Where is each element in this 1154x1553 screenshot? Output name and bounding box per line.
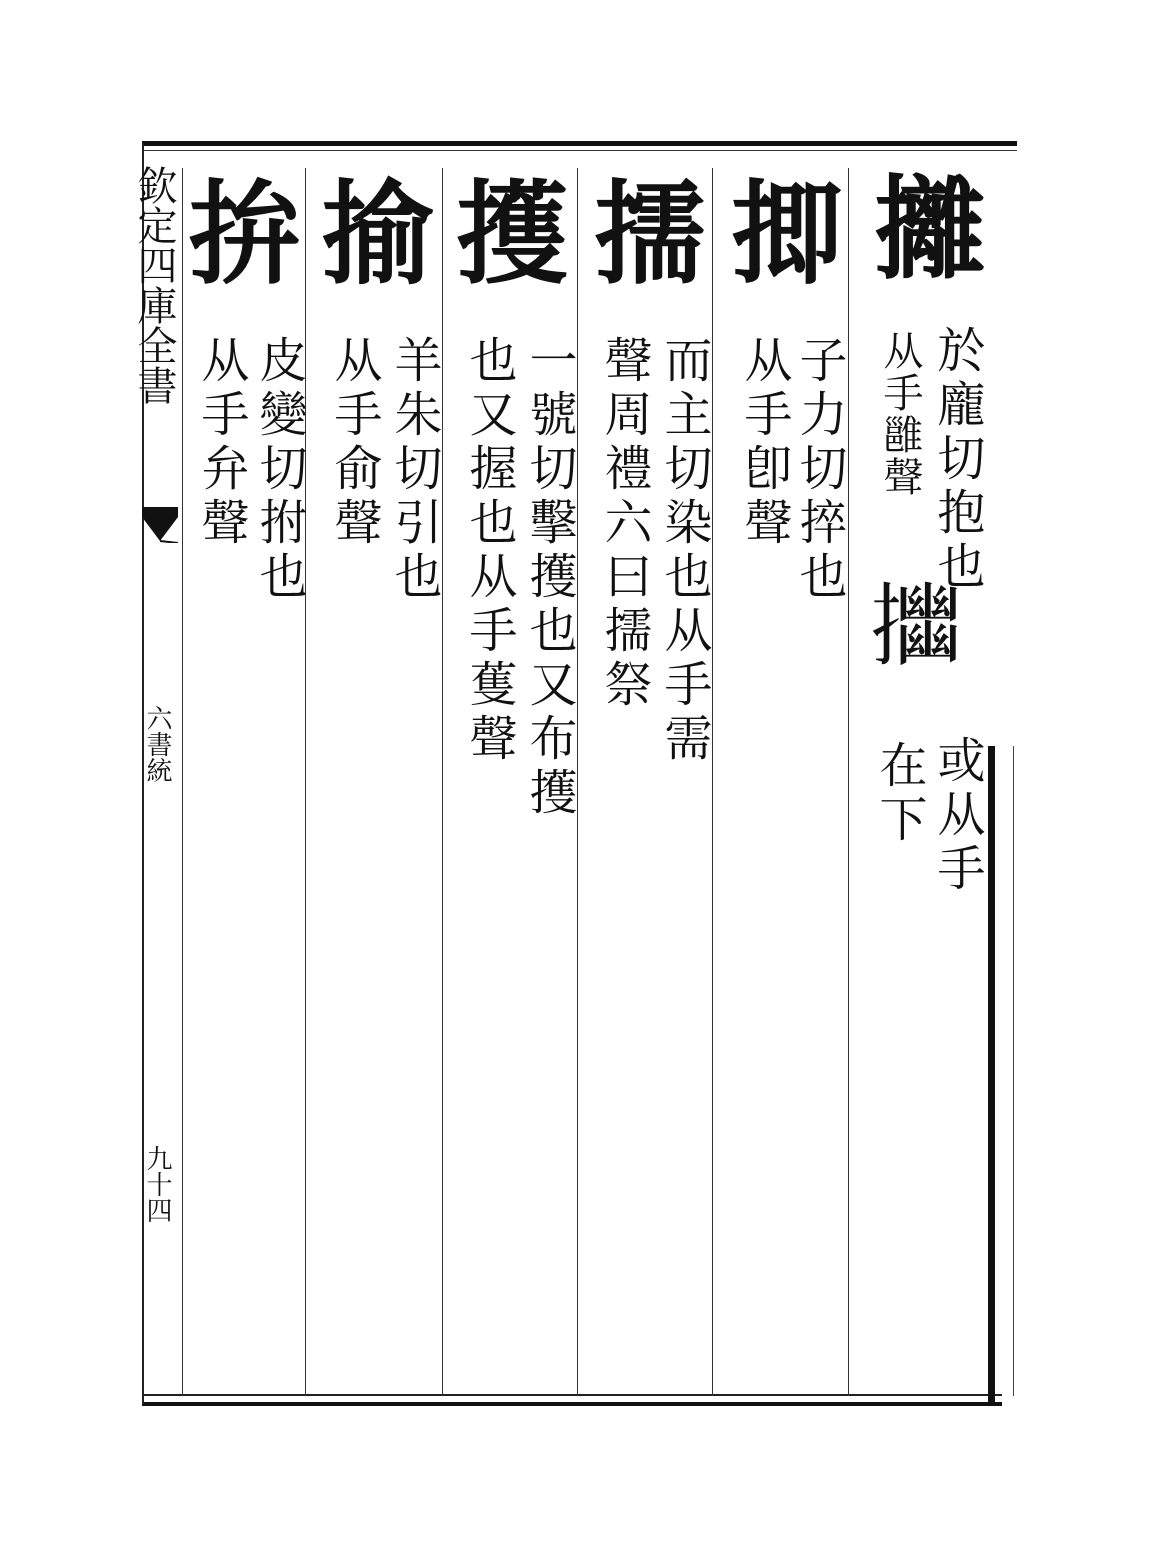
gloss-line: 从手弁聲: [193, 335, 249, 551]
top-border-inner-rule: [142, 150, 1017, 151]
gloss-line: 从手雝聲: [877, 330, 923, 498]
gloss-line: 一號切擊擭也又布擭: [521, 335, 577, 821]
gloss-line: 从手卽聲: [736, 335, 792, 551]
seal-head-character: 拚: [189, 169, 301, 300]
gloss-line: 从手俞聲: [326, 335, 382, 551]
variant-seal-character: 𢹴: [870, 575, 960, 680]
seal-head-character: 揄: [322, 169, 434, 300]
gloss-line: 而主切染也从手需: [656, 335, 712, 767]
gloss-line: 子力切捽也: [791, 335, 847, 605]
variant-note: 在下: [871, 740, 927, 848]
seal-head-character: 揤: [731, 169, 843, 300]
variant-note: 或从手: [929, 735, 985, 897]
gloss-line: 於龐切抱也: [929, 325, 985, 595]
column-divider: [848, 168, 849, 1396]
right-border-rule: [988, 746, 995, 1406]
right-border-outer-rule: [1013, 746, 1014, 1396]
seal-head-character: 攡: [874, 164, 986, 295]
margin-page-number: 九十四: [142, 1145, 172, 1223]
bottom-border-rule: [142, 1394, 1002, 1396]
bottom-border-thick-rule: [142, 1402, 1002, 1406]
seal-head-character: 擩: [594, 169, 706, 300]
gloss-line: 皮變切拊也: [251, 335, 307, 605]
fish-tail-mark-icon: [140, 505, 180, 543]
gloss-line: 也又握也从手蒦聲: [461, 335, 517, 767]
margin-subtitle: 六書統: [142, 705, 172, 783]
margin-book-title: 欽定四庫全書: [131, 165, 177, 405]
top-border-rule: [142, 141, 1017, 146]
seal-head-character: 擭: [456, 169, 568, 300]
gloss-line: 聲周禮六曰擩祭: [596, 335, 652, 713]
column-divider: [182, 168, 183, 1396]
gloss-line: 羊朱切引也: [386, 335, 442, 605]
